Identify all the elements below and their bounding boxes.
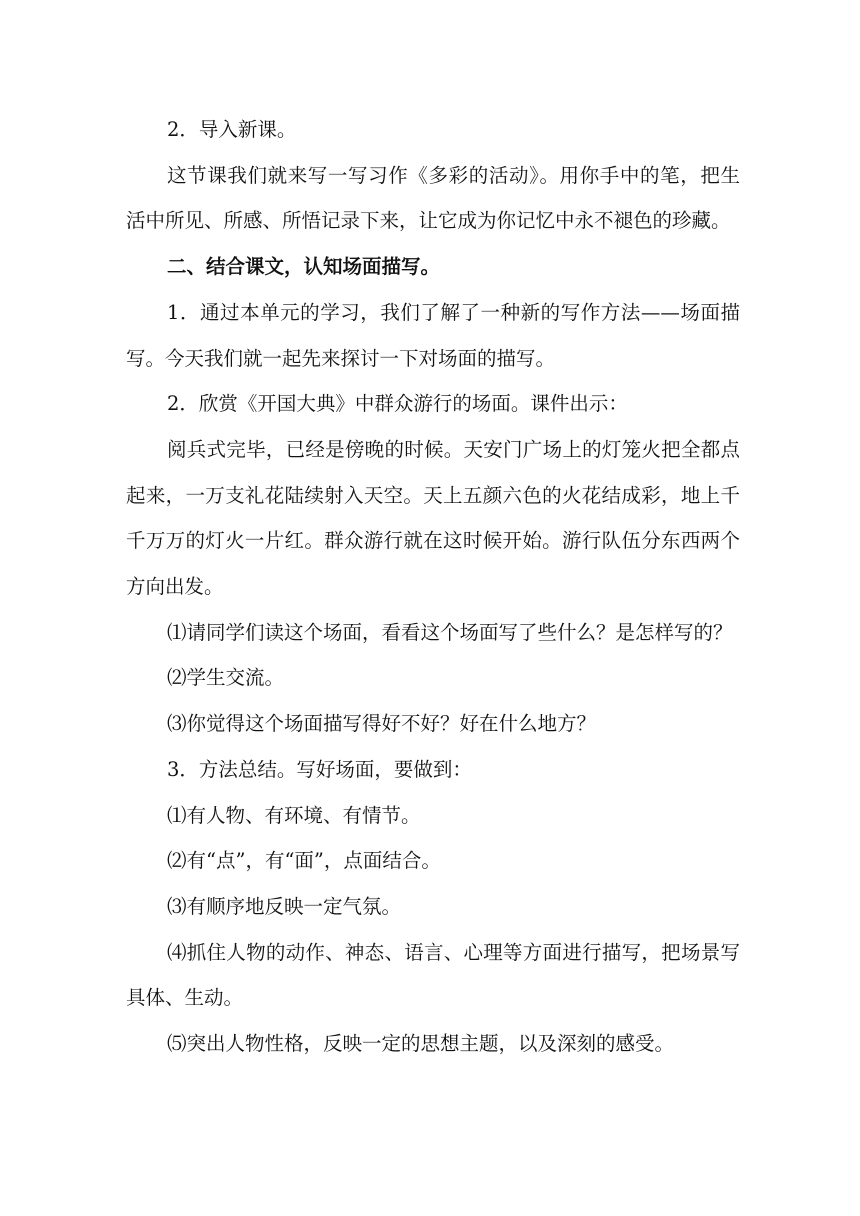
list-item-question-1: ⑴请同学们读这个场面，看看这个场面写了些什么？是怎样写的？ xyxy=(167,620,733,644)
list-item-method-3: ⑶有顺序地反映一定气氛。 xyxy=(167,894,402,918)
document-body xyxy=(126,107,740,1067)
list-item-method-1: ⑴有人物、有环境、有情节。 xyxy=(167,803,421,827)
paragraph-intro-writing: 这节课我们就来写一写习作《多彩的活动》。用你手中的笔，把生活中所见、所感、所悟记录下来，让它成为你记忆中永不褪色的珍藏。 xyxy=(126,163,740,233)
paragraph-excerpt-parade: 阅兵式完毕，已经是傍晚的时候。天安门广场上的灯笼火把全都点起来，一万支礼花陆续射入天空。天上五颜六色的火花结成彩，地上千千万万的灯火一片红。群众游行就在这时候开始。游行队伍分东西两个方向出发。 xyxy=(126,437,740,599)
paragraph-import-new-lesson: 2．导入新课。 xyxy=(167,118,297,141)
paragraph-method-summary: 3．方法总结。写好场面，要做到： xyxy=(167,757,472,781)
list-item-method-4: ⑷抓住人物的动作、神态、语言、心理等方面进行描写，把场景写具体、生动。 xyxy=(126,940,740,1010)
section-heading-scene-description: 二、结合课文，认知场面描写。 xyxy=(167,255,441,279)
list-item-question-3: ⑶你觉得这个场面描写得好不好？好在什么地方？ xyxy=(167,712,597,736)
paragraph-unit-learning: 1．通过本单元的学习，我们了解了一种新的写作方法——场面描写。今天我们就一起先来探讨一下对场面的描写。 xyxy=(126,300,740,370)
list-item-question-2: ⑵学生交流。 xyxy=(167,666,285,690)
paragraph-appreciate-founding-ceremony: 2．欣赏《开国大典》中群众游行的场面。课件出示： xyxy=(167,392,628,416)
list-item-method-2: ⑵有“点”，有“面”，点面结合。 xyxy=(167,849,441,873)
list-item-method-5: ⑸突出人物性格，反映一定的思想主题，以及深刻的感受。 xyxy=(167,1032,675,1056)
